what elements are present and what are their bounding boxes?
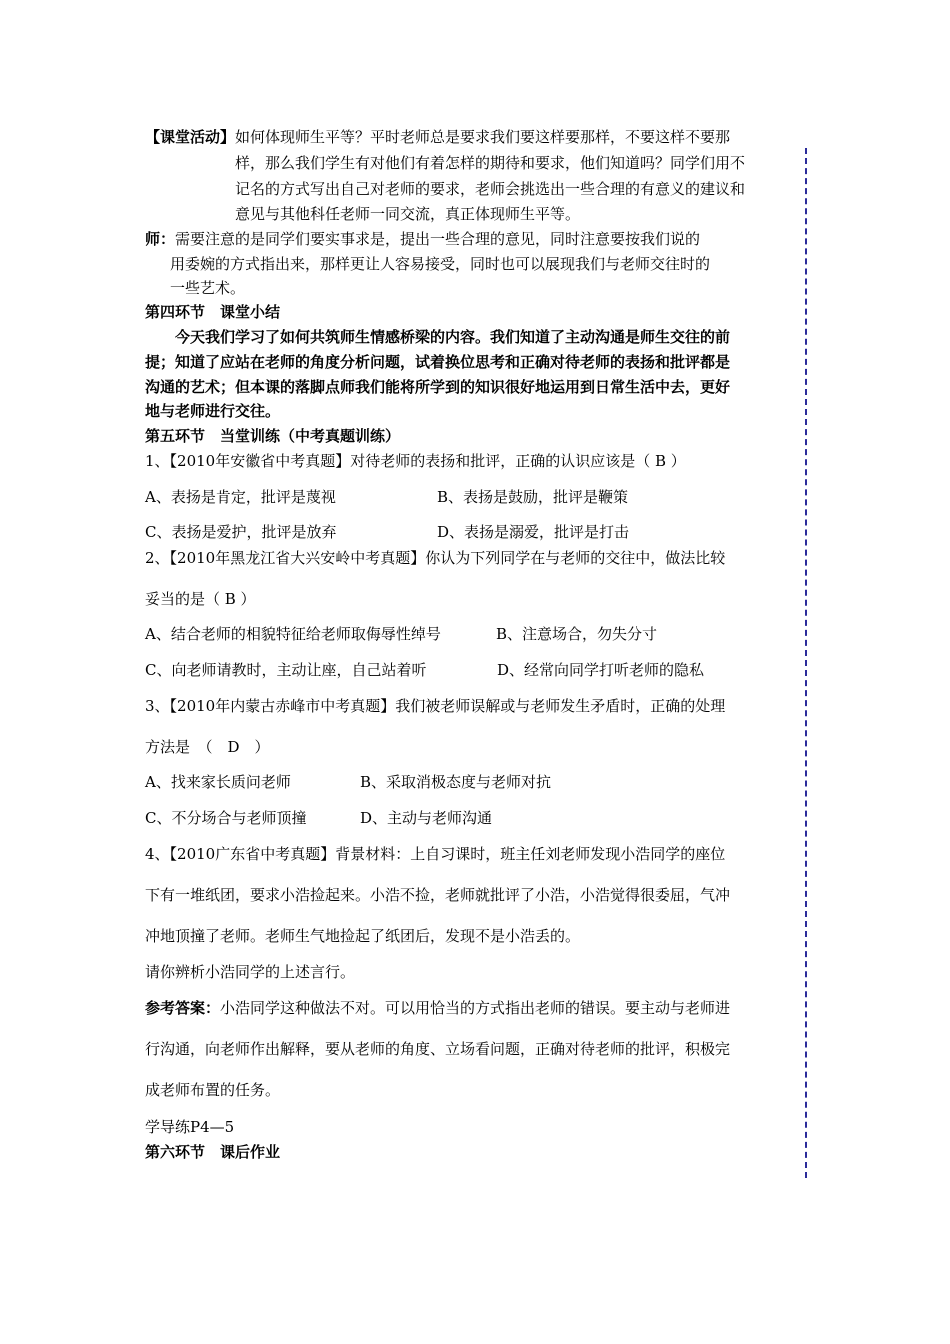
q3-option-d: D、主动与老师沟通 <box>360 809 493 827</box>
q3-option-b: B、采取消极态度与老师对抗 <box>360 773 552 791</box>
teacher-line-1 <box>145 229 700 249</box>
reference-text: 学导练P4—5 <box>145 1118 235 1136</box>
q2-option-a: A、结合老师的相貌特征给老师取侮辱性绰号 <box>145 625 441 643</box>
activity-line-3: 记名的方式写出自己对老师的要求，老师会挑选出一些合理的有意义的建议和 <box>235 180 746 198</box>
answer-line-1 <box>145 998 730 1018</box>
teacher-line-2: 用委婉的方式指出来，那样更让人容易接受，同时也可以展现我们与老师交往时的 <box>170 255 711 273</box>
section4-paragraph-line-4: 地与老师进行交往。 <box>145 402 281 420</box>
activity-line-2: 样，那么我们学生有对他们有着怎样的期待和要求，他们知道吗？同学们用不 <box>235 154 746 172</box>
q4-question: 请你辨析小浩同学的上述言行。 <box>145 963 356 981</box>
q1-option-a: A、表扬是肯定，批评是蔑视 <box>145 488 336 506</box>
q1-option-d: D、表扬是溺爱，批评是打击 <box>437 523 630 541</box>
section4-heading: 第四环节 课堂小结 <box>145 303 281 321</box>
teacher-line-3: 一些艺术。 <box>170 279 246 297</box>
q2-stem-2: 妥当的是（ B ） <box>145 590 256 608</box>
q2-option-b: B、注意场合，勿失分寸 <box>496 625 658 643</box>
q4-stem-3: 冲地顶撞了老师。老师生气地捡起了纸团后，发现不是小浩丢的。 <box>145 927 581 945</box>
q1-option-b: B、表扬是鼓励，批评是鞭策 <box>437 488 629 506</box>
q2-option-c: C、向老师请教时，主动让座，自己站着听 <box>145 661 427 679</box>
section4-paragraph-line-3: 沟通的艺术；但本课的落脚点师我们能将所学到的知识很好地运用到日常生活中去，更好 <box>145 378 731 396</box>
teacher-text-1: 需要注意的是同学们要实事求是，提出一些合理的意见，同时注意要按我们说的 <box>175 230 701 248</box>
activity-text-1: 如何体现师生平等？平时老师总是要求我们要这样要那样，不要这样不要那 <box>235 128 731 146</box>
q1-stem: 1、【2010年安徽省中考真题】对待老师的表扬和批评，正确的认识应该是（ B ） <box>145 452 686 470</box>
teacher-label: 师： <box>145 230 176 248</box>
activity-line-4: 意见与其他科任老师一同交流，真正体现师生平等。 <box>235 205 581 223</box>
section4-paragraph-line-2: 提；知道了应站在老师的角度分析问题，试着换位思考和正确对待老师的表扬和批评都是 <box>145 353 731 371</box>
binding-margin-line <box>805 148 807 1178</box>
section5-heading: 第五环节 当堂训练（中考真题训练） <box>145 427 401 445</box>
answer-line-2: 行沟通，向老师作出解释，要从老师的角度、立场看问题，正确对待老师的批评，积极完 <box>145 1040 731 1058</box>
q2-stem-1: 2、【2010年黑龙江省大兴安岭中考真题】你认为下列同学在与老师的交往中，做法比较 <box>145 549 726 567</box>
section6-heading: 第六环节 课后作业 <box>145 1143 281 1161</box>
q4-stem-2: 下有一堆纸团，要求小浩捡起来。小浩不捡，老师就批评了小浩，小浩觉得很委屈，气冲 <box>145 886 731 904</box>
q1-option-c: C、表扬是爱护，批评是放弃 <box>145 523 337 541</box>
q4-stem-1: 4、【2010广东省中考真题】背景材料：上自习课时，班主任刘老师发现小浩同学的座位 <box>145 845 726 863</box>
q3-option-c: C、不分场合与老师顶撞 <box>145 809 307 827</box>
activity-line-1 <box>145 127 730 147</box>
answer-text-1: 小浩同学这种做法不对。可以用恰当的方式指出老师的错误。要主动与老师进 <box>220 999 731 1017</box>
answer-line-3: 成老师布置的任务。 <box>145 1081 281 1099</box>
section4-paragraph-line-1: 今天我们学习了如何共筑师生情感桥梁的内容。我们知道了主动沟通是师生交往的前 <box>175 328 731 346</box>
q2-option-d: D、经常向同学打听老师的隐私 <box>497 661 705 679</box>
q3-option-a: A、找来家长质问老师 <box>145 773 291 791</box>
q3-stem-1: 3、【2010年内蒙古赤峰市中考真题】我们被老师误解或与老师发生矛盾时，正确的处理 <box>145 697 726 715</box>
q3-stem-2: 方法是 （ D ） <box>145 738 270 756</box>
answer-label: 参考答案： <box>145 999 221 1017</box>
activity-label: 【课堂活动】 <box>145 128 236 146</box>
